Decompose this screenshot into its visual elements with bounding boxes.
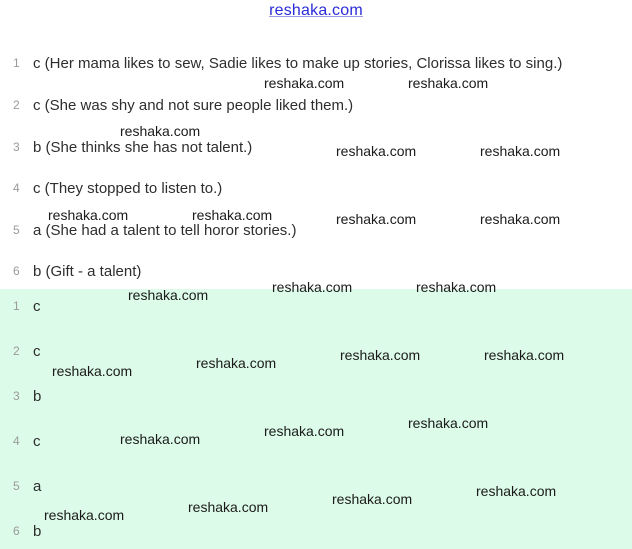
site-header-link[interactable]: reshaka.com <box>269 2 363 19</box>
answer-text: c <box>33 342 41 360</box>
answer-number: 4 <box>13 181 20 195</box>
watermark: reshaka.com <box>332 491 413 507</box>
answer-text: a <box>33 477 42 495</box>
watermark: reshaka.com <box>44 507 125 523</box>
watermark: reshaka.com <box>120 431 201 447</box>
answer-number: 2 <box>13 98 20 112</box>
watermark: reshaka.com <box>480 211 561 227</box>
answer-text: c (She was shy and not sure people liked them.) <box>33 96 354 114</box>
answer-text: c (They stopped to listen to.) <box>33 179 223 197</box>
answer-number: 5 <box>13 479 20 493</box>
answer-text: b (She thinks she has not talent.) <box>33 138 253 156</box>
answer-number: 6 <box>13 264 20 278</box>
watermark: reshaka.com <box>336 211 417 227</box>
answer-number: 5 <box>13 223 20 237</box>
watermark: reshaka.com <box>188 499 269 515</box>
answer-number: 2 <box>13 344 20 358</box>
answer-number: 6 <box>13 524 20 538</box>
answer-number: 3 <box>13 389 20 403</box>
answer-text: a (She had a talent to tell horor stories.) <box>33 221 297 239</box>
answer-text: c (Her mama likes to sew, Sadie likes to make up stories, Clorissa likes to sing.) <box>33 54 563 72</box>
answer-number: 4 <box>13 434 20 448</box>
watermark: reshaka.com <box>264 423 345 439</box>
watermark: reshaka.com <box>408 75 489 91</box>
watermark: reshaka.com <box>120 123 201 139</box>
answer-text: b <box>33 522 42 540</box>
watermark: reshaka.com <box>128 287 209 303</box>
answer-text: c <box>33 432 41 450</box>
watermark: reshaka.com <box>52 363 133 379</box>
watermark: reshaka.com <box>48 207 129 223</box>
watermark: reshaka.com <box>336 143 417 159</box>
answer-number: 3 <box>13 140 20 154</box>
watermark: reshaka.com <box>192 207 273 223</box>
watermark: reshaka.com <box>196 355 277 371</box>
answer-text: c <box>33 297 41 315</box>
watermark: reshaka.com <box>340 347 421 363</box>
answer-number: 1 <box>13 56 20 70</box>
answer-number: 1 <box>13 299 20 313</box>
answer-text: b (Gift - a talent) <box>33 262 142 280</box>
watermark: reshaka.com <box>408 415 489 431</box>
watermark: reshaka.com <box>264 75 345 91</box>
watermark: reshaka.com <box>416 279 497 295</box>
watermark: reshaka.com <box>476 483 557 499</box>
watermark: reshaka.com <box>484 347 565 363</box>
watermark: reshaka.com <box>272 279 353 295</box>
answer-text: b <box>33 387 42 405</box>
watermark: reshaka.com <box>480 143 561 159</box>
